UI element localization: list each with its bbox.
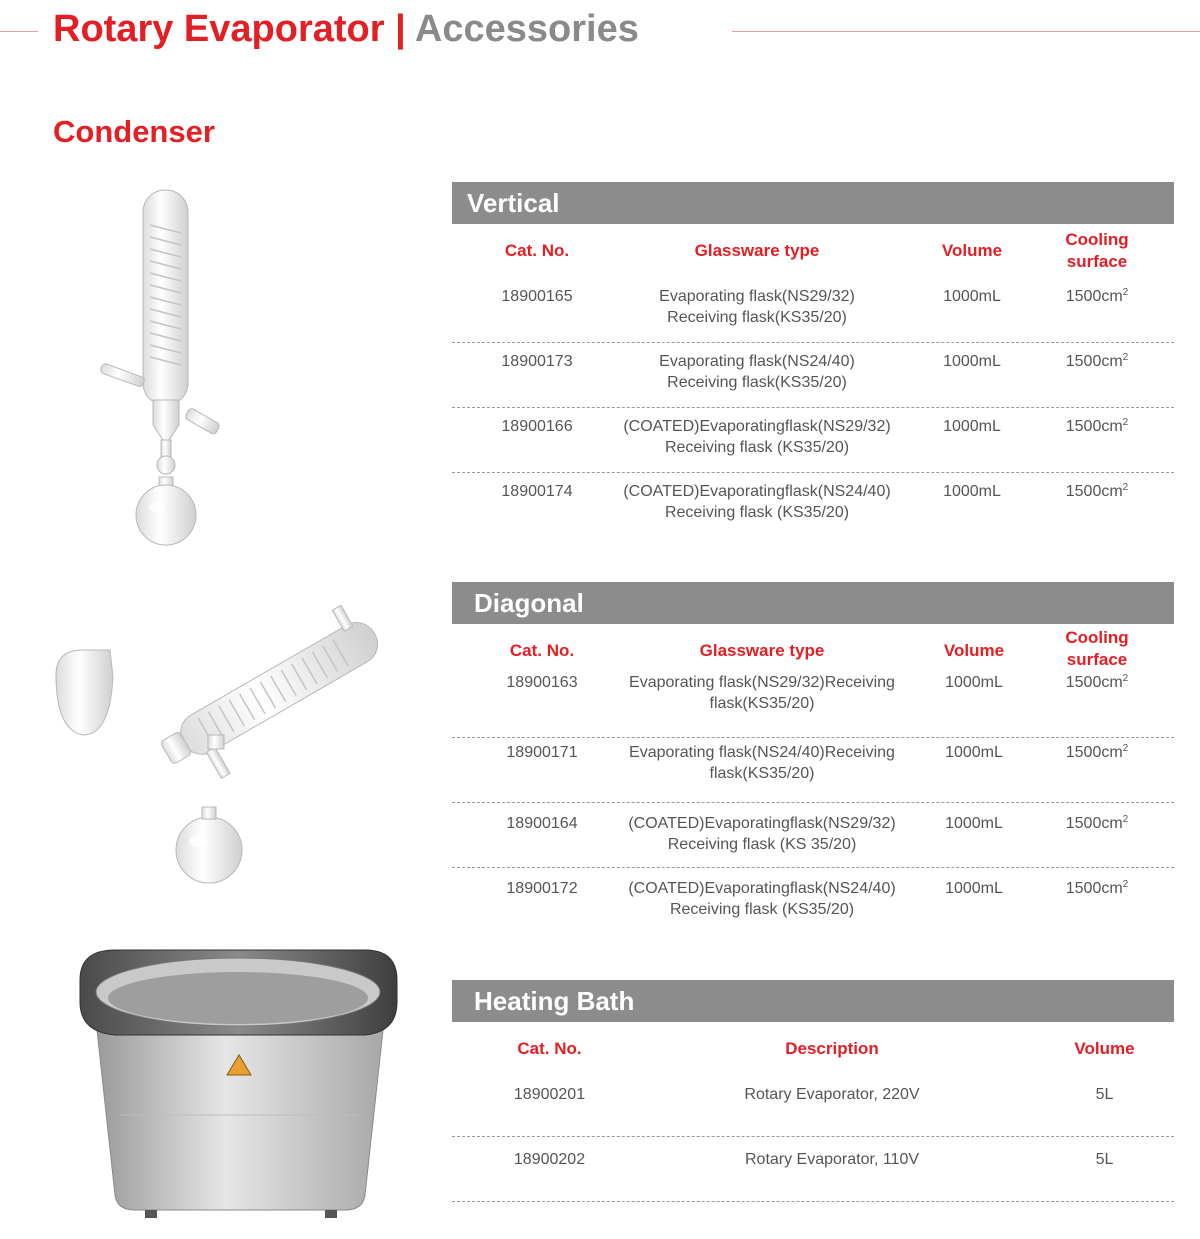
section-heading: Condenser: [53, 114, 215, 149]
cooling-surface: $1500cm^2$: [1065, 352, 1129, 370]
table-row: [452, 1137, 1174, 1202]
glassware-type: Evaporating flask(NS29/32)Receiving flask(KS35/20): [629, 674, 895, 712]
table-row: [452, 738, 1174, 803]
cat-no: 18900164: [506, 815, 578, 832]
heating-bath-table-header: [452, 1022, 1174, 1072]
header-rule-right: [732, 31, 1200, 32]
volume: 1000mL: [945, 674, 1003, 691]
page-title-separator: |: [395, 8, 406, 50]
diagonal-condenser-image: [48, 595, 398, 890]
description: Rotary Evaporator, 110V: [744, 1151, 920, 1168]
glassware-type: (COATED)Evaporatingflask(NS29/32) Receiving flask (KS 35/20): [628, 815, 896, 853]
col-cooling-line2: surface: [1066, 252, 1128, 271]
volume: 1000mL: [943, 418, 1001, 435]
glassware-type: (COATED)Evaporatingflask(NS29/32) Receiving flask (KS35/20): [623, 418, 891, 456]
glassware-type: (COATED)Evaporatingflask(NS24/40) Receiving flask (KS35/20): [628, 880, 896, 918]
page-title: [53, 8, 639, 51]
table-row: [452, 803, 1174, 868]
cooling-surface: $1500cm^2$: [1065, 287, 1129, 305]
description: Rotary Evaporator, 220V: [744, 1086, 920, 1103]
cat-no: 18900165: [501, 288, 573, 305]
col-volume: Volume: [941, 241, 1003, 260]
col-cat-no: Cat. No.: [509, 641, 575, 660]
vertical-condenser-image: [95, 185, 245, 555]
cooling-surface: $1500cm^2$: [1065, 743, 1129, 761]
glassware-type: Evaporating flask(NS24/40) Receiving flask(KS35/20): [659, 353, 855, 391]
col-volume: Volume: [943, 641, 1005, 660]
col-cooling-line2: surface: [1066, 650, 1128, 669]
heating-bath-image: [75, 940, 405, 1230]
cooling-surface: $1500cm^2$: [1065, 814, 1129, 832]
heating-bath-table-title: Heating Bath: [452, 980, 1174, 1022]
col-glassware-type: Glassware type: [699, 641, 825, 660]
cat-no: 18900166: [501, 418, 573, 435]
cat-no: 18900174: [501, 483, 573, 500]
table-row: [452, 668, 1174, 738]
glassware-type: Evaporating flask(NS24/40)Receiving flask(KS35/20): [629, 744, 895, 782]
glassware-type: Evaporating flask(NS29/32) Receiving flask(KS35/20): [659, 288, 855, 326]
volume: 1000mL: [943, 288, 1001, 305]
volume: 1000mL: [945, 880, 1003, 897]
diagonal-table: [452, 582, 1174, 932]
col-cooling-surface: [1042, 627, 1152, 671]
volume: 5L: [1095, 1151, 1114, 1168]
col-cooling-line1: Cooling: [1065, 230, 1129, 249]
cat-no: 18900173: [501, 353, 573, 370]
cooling-surface: $1500cm^2$: [1065, 417, 1129, 435]
cat-no: 18900202: [513, 1151, 586, 1168]
table-row: [452, 1072, 1174, 1137]
diagonal-table-title: Diagonal: [452, 582, 1174, 624]
volume: 1000mL: [945, 744, 1003, 761]
table-row: [452, 473, 1174, 537]
col-cat-no: Cat. No.: [517, 1039, 582, 1058]
vertical-table-title: Vertical: [452, 182, 1174, 224]
vertical-table-header: [452, 224, 1174, 278]
volume: 1000mL: [945, 815, 1003, 832]
vertical-table: [452, 182, 1174, 537]
col-volume: Volume: [1074, 1039, 1135, 1058]
table-row: [452, 343, 1174, 408]
col-cooling-line1: Cooling: [1065, 628, 1129, 647]
col-cat-no: Cat. No.: [504, 241, 570, 260]
cooling-surface: $1500cm^2$: [1065, 482, 1129, 500]
col-glassware-type: Glassware type: [694, 241, 820, 260]
cat-no: 18900163: [506, 674, 578, 691]
cat-no: 18900172: [506, 880, 578, 897]
page-title-main: Rotary Evaporator: [53, 8, 385, 50]
cooling-surface: $1500cm^2$: [1065, 673, 1129, 691]
diagonal-table-header: [452, 624, 1174, 668]
volume: 5L: [1095, 1086, 1114, 1103]
volume: 1000mL: [943, 483, 1001, 500]
table-row: [452, 408, 1174, 473]
header-rule-left: [0, 31, 38, 32]
volume: 1000mL: [943, 353, 1001, 370]
table-row: [452, 278, 1174, 343]
table-row: [452, 868, 1174, 932]
cooling-surface: $1500cm^2$: [1065, 879, 1129, 897]
col-cooling-surface: [1042, 229, 1152, 273]
col-description: Description: [785, 1039, 879, 1058]
glassware-type: (COATED)Evaporatingflask(NS24/40) Receiving flask (KS35/20): [623, 483, 891, 521]
cat-no: 18900171: [506, 744, 578, 761]
cat-no: 18900201: [513, 1086, 586, 1103]
heating-bath-table: [452, 980, 1174, 1202]
page-title-sub: Accessories: [414, 8, 639, 50]
